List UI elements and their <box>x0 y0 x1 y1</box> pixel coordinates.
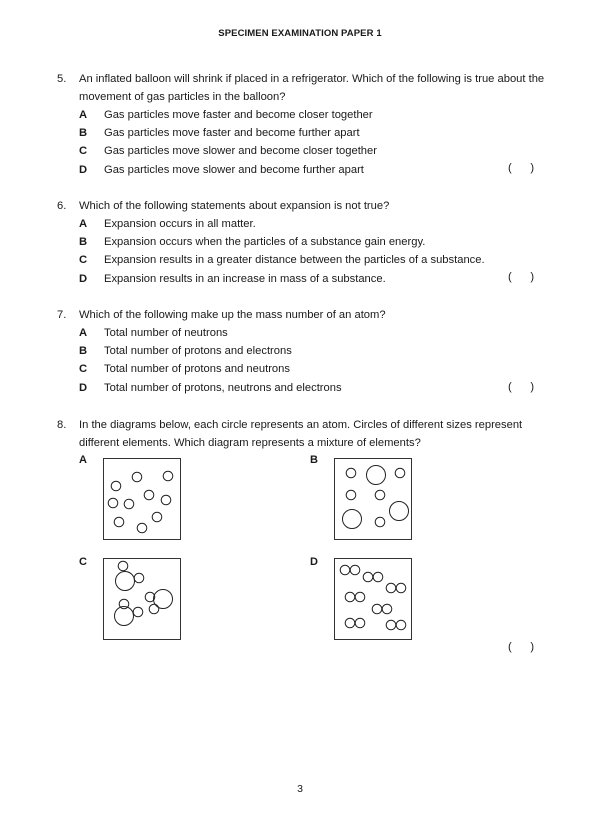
option-a[interactable] <box>79 106 547 124</box>
option-b[interactable] <box>79 124 547 142</box>
option-d[interactable] <box>79 270 547 288</box>
option-letter: D <box>79 381 88 394</box>
question-number: 7. <box>57 309 67 321</box>
question-6 <box>57 197 547 288</box>
option-text: Gas particles move faster and become further apart <box>104 127 360 140</box>
option-c[interactable] <box>79 360 547 378</box>
option-c[interactable] <box>79 251 547 269</box>
diagram-a[interactable] <box>103 458 181 540</box>
option-b[interactable] <box>79 342 547 360</box>
question-text: In the diagrams below, each circle represents an atom. Circles of different sizes represent different elements. Which diagram represents a mixture of elements? <box>79 419 523 449</box>
diagram-label-c: C <box>79 556 87 568</box>
option-letter: D <box>79 272 88 285</box>
particles-diagram-c <box>104 559 180 639</box>
answer-bracket-q6[interactable]: ( ) <box>508 271 535 283</box>
particles-diagram-a <box>104 459 180 539</box>
question-5 <box>57 70 547 179</box>
diagram-label-b: B <box>310 454 318 466</box>
option-text: Expansion results in a greater distance between the particles of a substance. <box>104 254 485 267</box>
option-text: Expansion occurs when the particles of a substance gain energy. <box>104 236 426 249</box>
option-letter: B <box>79 345 88 358</box>
question-text: Which of the following make up the mass number of an atom? <box>79 309 386 321</box>
diagram-d[interactable] <box>334 558 412 640</box>
option-d[interactable] <box>79 161 547 179</box>
question-number: 6. <box>57 200 67 212</box>
option-b[interactable] <box>79 233 547 251</box>
question-number: 5. <box>57 73 67 85</box>
option-c[interactable] <box>79 142 547 160</box>
option-text: Total number of protons and neutrons <box>104 363 290 376</box>
diagram-b[interactable] <box>334 458 412 540</box>
option-letter: D <box>79 163 88 176</box>
option-letter: C <box>79 145 88 158</box>
option-text: Total number of neutrons <box>104 327 228 339</box>
question-7 <box>57 306 547 397</box>
option-text: Expansion results in an increase in mass of a substance. <box>104 272 386 285</box>
question-text: Which of the following statements about expansion is not true? <box>79 200 390 212</box>
option-letter: A <box>79 327 88 339</box>
question-8 <box>57 416 547 452</box>
particles-diagram-d <box>335 559 411 639</box>
answer-bracket-q7[interactable]: ( ) <box>508 381 535 393</box>
option-text: Expansion occurs in all matter. <box>104 218 256 230</box>
option-text: Gas particles move slower and become further apart <box>104 163 364 176</box>
page-number: 3 <box>297 783 303 795</box>
option-a[interactable] <box>79 324 547 342</box>
answer-bracket-q5[interactable]: ( ) <box>508 162 535 174</box>
option-letter: A <box>79 218 88 230</box>
diagram-c[interactable] <box>103 558 181 640</box>
answer-bracket-q8[interactable]: ( ) <box>508 641 535 653</box>
diagram-label-a: A <box>79 454 87 466</box>
option-d[interactable] <box>79 379 547 397</box>
option-text: Gas particles move slower and become closer together <box>104 145 377 158</box>
option-letter: C <box>79 254 88 267</box>
diagram-label-d: D <box>310 556 318 568</box>
option-letter: A <box>79 109 88 121</box>
option-letter: B <box>79 236 88 249</box>
option-a[interactable] <box>79 215 547 233</box>
question-number: 8. <box>57 419 67 431</box>
page-header: SPECIMEN EXAMINATION PAPER 1 <box>218 28 382 39</box>
option-text: Total number of protons, neutrons and electrons <box>104 381 342 394</box>
particles-diagram-b <box>335 459 411 539</box>
option-text: Gas particles move faster and become closer together <box>104 109 373 121</box>
option-text: Total number of protons and electrons <box>104 345 292 358</box>
question-text: An inflated balloon will shrink if placed in a refrigerator. Which of the following is true about the movement of gas particles in the balloon? <box>79 73 545 103</box>
option-letter: C <box>79 363 88 376</box>
option-letter: B <box>79 127 88 140</box>
